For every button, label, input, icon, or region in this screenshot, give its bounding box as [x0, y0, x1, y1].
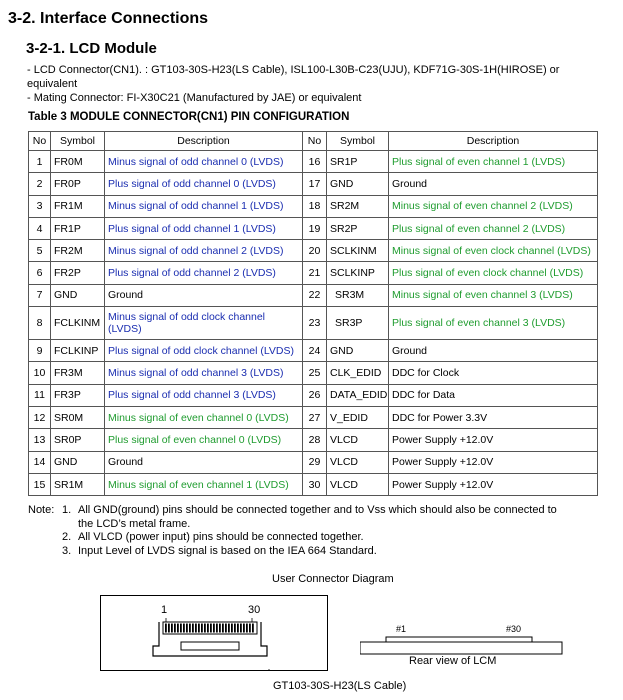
- pin-symbol: SCLKINP: [327, 262, 389, 284]
- connector-pin: [192, 624, 194, 633]
- pin-symbol: VLCD: [327, 473, 389, 495]
- connector-pin: [186, 624, 188, 633]
- connector-pin: [225, 624, 227, 633]
- pin-number: 5: [29, 240, 51, 262]
- table-row: [29, 151, 598, 173]
- pin-number: 7: [29, 284, 51, 306]
- connector-pin: [165, 624, 167, 633]
- intro-line-1: - LCD Connector(CN1). : GT103-30S-H23(LS Cable), ISL100-L30B-C23(UJU), KDF71G-30S-1H(HIROSE) or: [27, 64, 560, 76]
- pin-30-label: 30: [248, 604, 261, 616]
- table-row: [29, 284, 598, 306]
- header-symbol-right: Symbol: [327, 132, 389, 151]
- connector-pin: [195, 624, 197, 633]
- pin-description: Power Supply +12.0V: [389, 451, 598, 473]
- pin-symbol: FR0P: [51, 173, 105, 195]
- pin-description: Plus signal of even clock channel (LVDS): [389, 262, 598, 284]
- header-no-right: No: [303, 132, 327, 151]
- pin-number: 29: [303, 451, 327, 473]
- pin-symbol: SR2P: [327, 217, 389, 239]
- pin-number: 30: [303, 473, 327, 495]
- header-no-left: No: [29, 132, 51, 151]
- diagram-title: User Connector Diagram: [272, 573, 394, 585]
- connector-pin: [198, 624, 200, 633]
- rear-pin-30-label: #30: [506, 624, 522, 634]
- connector-pin: [249, 624, 251, 633]
- pin-symbol: VLCD: [327, 451, 389, 473]
- pin-symbol: FCLKINM: [51, 307, 105, 340]
- pin-description: Ground: [105, 284, 303, 306]
- pin-number: 11: [29, 384, 51, 406]
- pin-number: 17: [303, 173, 327, 195]
- pin-number: 22: [303, 284, 327, 306]
- note-3-number: 3.: [62, 544, 72, 557]
- pin-symbol: FR0M: [51, 151, 105, 173]
- pin-symbol: GND: [51, 284, 105, 306]
- pin-description: DDC for Power 3.3V: [389, 406, 598, 428]
- pin-symbol: GND: [327, 340, 389, 362]
- table-row: [29, 217, 598, 239]
- subsection-title: 3-2-1. LCD Module: [26, 40, 157, 57]
- pin-number: 27: [303, 406, 327, 428]
- connector-pin: [177, 624, 179, 633]
- connector-pin: [189, 624, 191, 633]
- pin-number: 4: [29, 217, 51, 239]
- pin-symbol: FR1P: [51, 217, 105, 239]
- header-symbol-left: Symbol: [51, 132, 105, 151]
- pin-symbol: V_EDID: [327, 406, 389, 428]
- connector-pin: [204, 624, 206, 633]
- pin-symbol: SR0M: [51, 406, 105, 428]
- table-row: [29, 240, 598, 262]
- table-row: [29, 451, 598, 473]
- pin-symbol: SR1P: [327, 151, 389, 173]
- connector-pin: [207, 624, 209, 633]
- pin-symbol: FR2M: [51, 240, 105, 262]
- pin-description: Minus signal of odd clock channel (LVDS): [105, 307, 303, 340]
- table-row: [29, 262, 598, 284]
- header-description-right: Description: [389, 132, 598, 151]
- connector-pin: [210, 624, 212, 633]
- pin-description: Power Supply +12.0V: [389, 429, 598, 451]
- pin-description: Minus signal of even channel 2 (LVDS): [389, 195, 598, 217]
- connector-pin: [174, 624, 176, 633]
- pin-1-label: 1: [161, 604, 168, 616]
- pin-symbol: FR3P: [51, 384, 105, 406]
- connector-pin: [246, 624, 248, 633]
- pin-number: 16: [303, 151, 327, 173]
- pin-description: Plus signal of odd channel 2 (LVDS): [105, 262, 303, 284]
- table-header-row: [29, 132, 598, 151]
- pin-number: 14: [29, 451, 51, 473]
- pin-description: Minus signal of even channel 0 (LVDS): [105, 406, 303, 428]
- connector-pin: [234, 624, 236, 633]
- pin-description: Minus signal of odd channel 1 (LVDS): [105, 195, 303, 217]
- pin-symbol: GND: [327, 173, 389, 195]
- note-1-line-1: All GND(ground) pins should be connected together and to Vss which should also be connected to: [78, 504, 557, 516]
- pin-symbol: SR1M: [51, 473, 105, 495]
- table-row: [29, 473, 598, 495]
- table-row: [29, 429, 598, 451]
- rear-view-diagram: [360, 618, 590, 658]
- pin-number: 12: [29, 406, 51, 428]
- pin-number: 19: [303, 217, 327, 239]
- pin-number: 3: [29, 195, 51, 217]
- table-row: [29, 340, 598, 362]
- connector-pin: [216, 624, 218, 633]
- cable-caption: GT103-30S-H23(LS Cable): [273, 680, 407, 692]
- pin-description: Plus signal of even channel 0 (LVDS): [105, 429, 303, 451]
- pin-symbol: SR2M: [327, 195, 389, 217]
- note-3-text: Input Level of LVDS signal is based on the IEA 664 Standard.: [78, 544, 377, 557]
- table-caption: Table 3 MODULE CONNECTOR(CN1) PIN CONFIGURATION: [28, 111, 350, 123]
- header-description-left: Description: [105, 132, 303, 151]
- pin-number: 9: [29, 340, 51, 362]
- rear-pin-1-label: #1: [396, 624, 407, 634]
- pin-symbol: VLCD: [327, 429, 389, 451]
- pin-number: 6: [29, 262, 51, 284]
- connector-pin: [171, 624, 173, 633]
- table-row: [29, 173, 598, 195]
- pin-description: Ground: [389, 340, 598, 362]
- pin-number: 18: [303, 195, 327, 217]
- pin-number: 21: [303, 262, 327, 284]
- pin-description: Plus signal of odd channel 3 (LVDS): [105, 384, 303, 406]
- pin-number: 24: [303, 340, 327, 362]
- connector-pin: [183, 624, 185, 633]
- table-row: [29, 384, 598, 406]
- pin-description: Ground: [389, 173, 598, 195]
- pin-number: 1: [29, 151, 51, 173]
- notes-label: Note:: [28, 504, 55, 516]
- connector-pin: [252, 624, 254, 633]
- intro-line-3: - Mating Connector: FI-X30C21 (Manufactured by JAE) or equivalent: [27, 92, 362, 104]
- pin-number: 10: [29, 362, 51, 384]
- table-row: [29, 362, 598, 384]
- pin-description: DDC for Data: [389, 384, 598, 406]
- pin-symbol: FR2P: [51, 262, 105, 284]
- connector-pin: [237, 624, 239, 633]
- note-2-number: 2.: [62, 531, 72, 543]
- connector-pin: [228, 624, 230, 633]
- pin-description: DDC for Clock: [389, 362, 598, 384]
- table-row: [29, 307, 598, 340]
- pin-description: Plus signal of odd channel 1 (LVDS): [105, 217, 303, 239]
- pin-description: Plus signal of even channel 3 (LVDS): [389, 307, 598, 340]
- pin-description: Minus signal of even channel 1 (LVDS): [105, 473, 303, 495]
- pin-number: 15: [29, 473, 51, 495]
- pin-description: Power Supply +12.0V: [389, 473, 598, 495]
- connector-pin: [201, 624, 203, 633]
- connector-pin: [219, 624, 221, 633]
- pin-symbol: SR0P: [51, 429, 105, 451]
- connector-pin: [243, 624, 245, 633]
- pin-number: 20: [303, 240, 327, 262]
- pin-symbol: CLK_EDID: [327, 362, 389, 384]
- user-connector-diagram: [100, 595, 328, 671]
- intro-line-2: equivalent: [27, 78, 78, 90]
- pin-symbol: DATA_EDID: [327, 384, 389, 406]
- pin-description: Plus signal of odd clock channel (LVDS): [105, 340, 303, 362]
- connector-drawing: [101, 596, 327, 670]
- note-1-line-2: the LCD’s metal frame.: [78, 517, 191, 530]
- pin-description: Ground: [105, 451, 303, 473]
- rear-view-drawing: [360, 618, 590, 658]
- section-title: 3-2. Interface Connections: [8, 10, 209, 27]
- pin-description: Minus signal of odd channel 3 (LVDS): [105, 362, 303, 384]
- pin-number: 25: [303, 362, 327, 384]
- connector-pin: [180, 624, 182, 633]
- pin-number: 13: [29, 429, 51, 451]
- note-1-number: 1.: [62, 504, 72, 516]
- pin-description: Minus signal of odd channel 0 (LVDS): [105, 151, 303, 173]
- pin-number: 2: [29, 173, 51, 195]
- connector-pin: [222, 624, 224, 633]
- pin-number: 8: [29, 307, 51, 340]
- connector-pin: [213, 624, 215, 633]
- pin-symbol: SR3M: [327, 284, 389, 306]
- pin-description: Plus signal of odd channel 0 (LVDS): [105, 173, 303, 195]
- pin-symbol: FR3M: [51, 362, 105, 384]
- pin-symbol: GND: [51, 451, 105, 473]
- pin-description: Plus signal of even channel 1 (LVDS): [389, 151, 598, 173]
- pin-symbol: FCLKINP: [51, 340, 105, 362]
- intro-paragraph: [27, 63, 612, 105]
- pin-number: 28: [303, 429, 327, 451]
- table-row: [29, 195, 598, 217]
- note-2-text: All VLCD (power input) pins should be connected together.: [78, 531, 364, 543]
- pin-configuration-table: [28, 131, 598, 496]
- pin-description: Minus signal of even channel 3 (LVDS): [389, 284, 598, 306]
- notes-block: [28, 504, 608, 558]
- connector-pin: [168, 624, 170, 633]
- pin-symbol: FR1M: [51, 195, 105, 217]
- rear-view-caption: Rear view of LCM: [409, 655, 497, 667]
- connector-pin: [240, 624, 242, 633]
- pin-symbol: SR3P: [327, 307, 389, 340]
- pin-description: Minus signal of odd channel 2 (LVDS): [105, 240, 303, 262]
- pin-description: Plus signal of even channel 2 (LVDS): [389, 217, 598, 239]
- connector-pin: [231, 624, 233, 633]
- pin-number: 26: [303, 384, 327, 406]
- pin-description: Minus signal of even clock channel (LVDS): [389, 240, 598, 262]
- pin-number: 23: [303, 307, 327, 340]
- table-row: [29, 406, 598, 428]
- pin-symbol: SCLKINM: [327, 240, 389, 262]
